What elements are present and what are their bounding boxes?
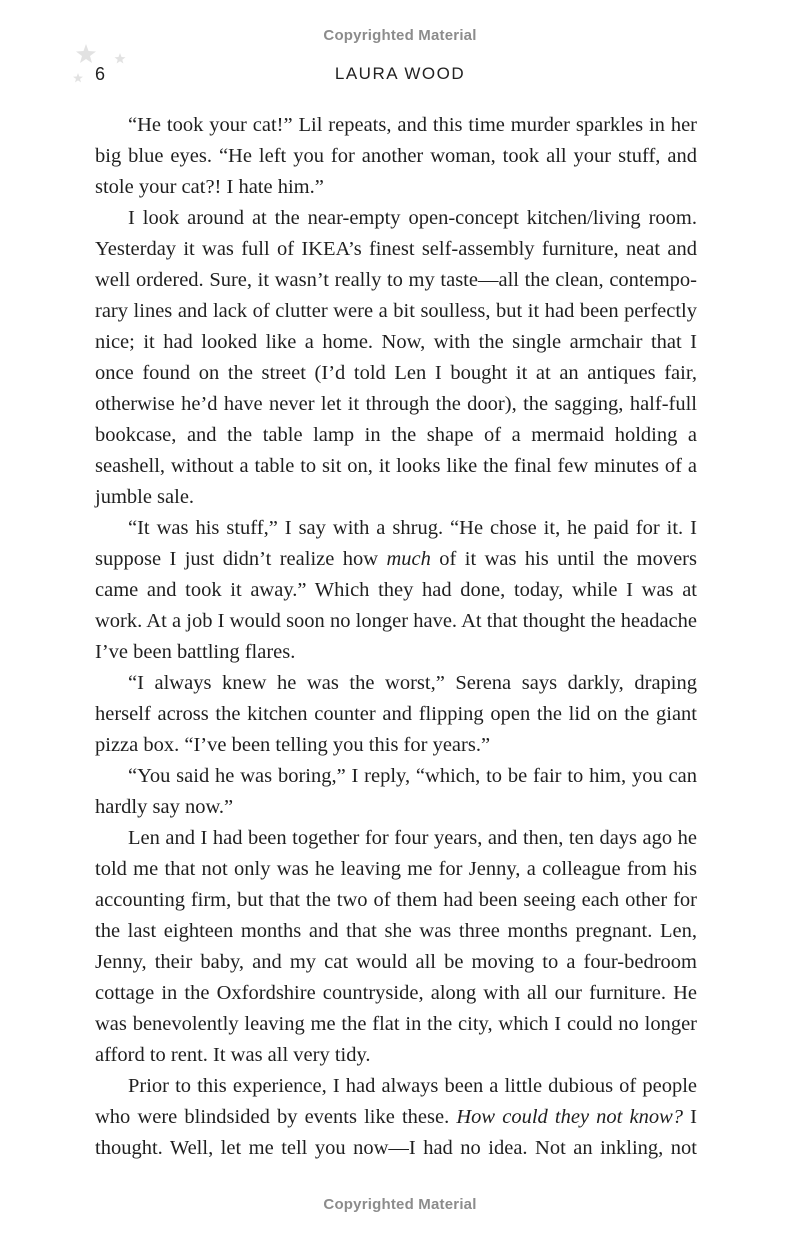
copyright-notice-bottom: Copyrighted Material: [323, 1196, 477, 1213]
paragraph-3-emphasis: much: [386, 548, 431, 570]
paragraph-6: Len and I had been together for four years, and then, ten days ago he told me that not only was he leaving me for Jenny, a colleague from his accounting firm, but that the two of them had been seeing each other for the last eighteen months and that she was three months pregnant. Len, Jenny, their baby, and my cat would all be moving to a four-bedroom cottage in the Oxfordshire countryside, along with all our furniture. He was benevolently leaving me the flat in the city, which I could no longer afford to rent. It was all very tidy.: [95, 827, 697, 1066]
paragraph-7-emphasis: How could they not know?: [456, 1106, 684, 1128]
page-number: 6: [95, 64, 106, 84]
paragraph-7: [95, 1071, 697, 1164]
paragraph-3-text-b: of it was his until the movers came and took it away.” Which they had done, today, while I was at work. At a job I would soon no longer have. At that thought the headache I’ve been battling flares.: [95, 548, 697, 663]
paragraph-1: “He took your cat!” Lil repeats, and this time murder sparkles in her big blue eyes. “He left you for another woman, took all your stuff, and stole your cat?! I hate him.”: [95, 114, 697, 198]
paragraph-7-text-a: Prior to this experience, I had always been a little dubious of people who were blindsided by events like these.: [95, 1075, 697, 1128]
body-text: [95, 110, 697, 1164]
paragraph-3: [95, 513, 697, 668]
paragraph-7-text-b: I thought. Well, let me tell you now—I had no idea. Not an inkling, not: [95, 1106, 698, 1159]
paragraph-4: “I always knew he was the worst,” Serena says darkly, draping herself across the kitchen counter and flipping open the lid on the giant pizza box. “I’ve been telling you this for years.”: [95, 672, 697, 756]
running-head-author: LAURA WOOD: [334, 64, 466, 83]
paragraph-5: “You said he was boring,” I reply, “which, to be fair to him, you can hardly say now.”: [95, 765, 697, 818]
paragraph-3-text-a: “It was his stuff,” I say with a shrug. “He chose it, he paid for it. I suppose I just didn’t realize how: [95, 517, 697, 570]
copyright-notice-top: Copyrighted Material: [323, 27, 477, 44]
paragraph-2: I look around at the near-empty open-concept kitchen/living room. Yesterday it was full of IKEA’s finest self-assembly furniture, neat and well ordered. Sure, it wasn’t really to my taste—all the clean, contemporary lines and lack of clutter were a bit soulless, but it had been perfectly nice; it had looked like a home. Now, with the single armchair that I once found on the street (I’d told Len I bought it at an antiques fair, otherwise he’d have never let it through the door), the sagging, half-full bookcase, and the table lamp in the shape of a mermaid holding a seashell, without a table to sit on, it looks like the final few minutes of a jumble sale.: [95, 207, 697, 508]
